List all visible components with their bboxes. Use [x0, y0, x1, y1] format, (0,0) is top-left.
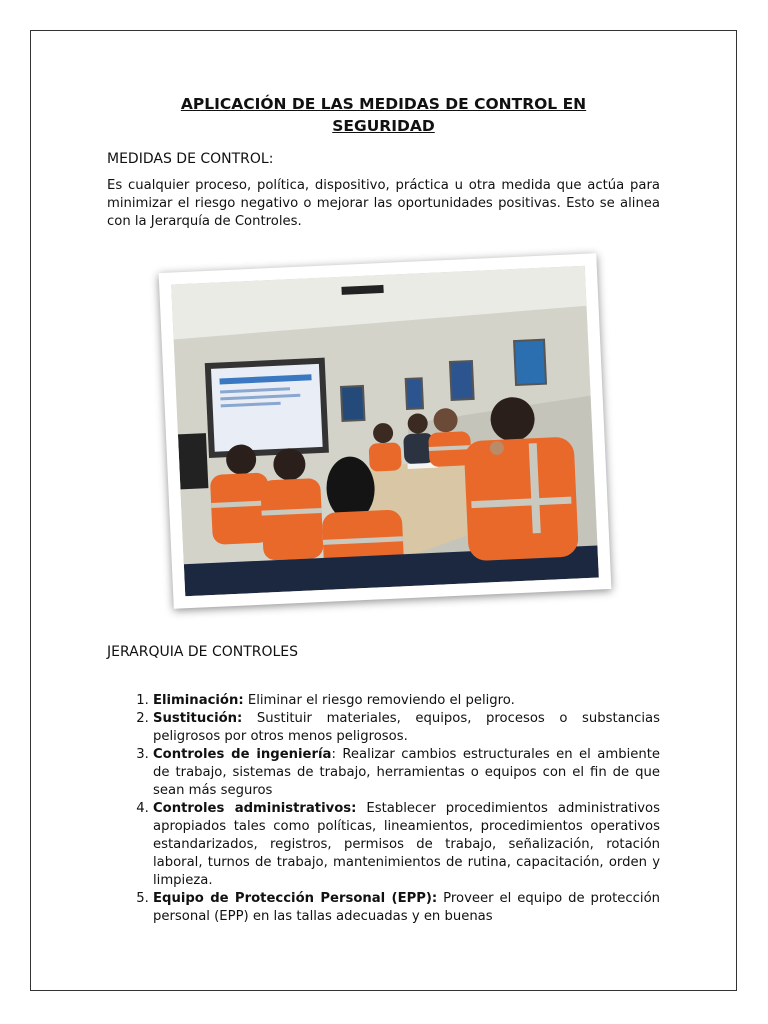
list-item-text: : Realizar cambios estructurales en el ambiente de trabajo, sistemas de trabajo, herramientas o equipos con el fin de que sean más seguros — [153, 747, 660, 798]
section-heading-medidas: MEDIDAS DE CONTROL: — [107, 151, 274, 167]
list-item-text: Establecer procedimientos administrativos apropiados tales como políticas, lineamientos, procedimientos operativos estandarizados, registros, permisos de trabajo, señalización, rotación laboral, turnos de trabajo, mantenimientos de rutina, capacitación, orden y limpieza. — [153, 801, 660, 888]
list-item-text: Proveer el equipo de protección personal (EPP) en las tallas adecuadas y en buenas — [153, 891, 660, 924]
list-item — [153, 692, 660, 710]
list-item — [153, 746, 660, 800]
list-item-term: Controles de ingeniería — [153, 747, 332, 762]
list-item-text: Eliminar el riesgo removiendo el peligro. — [243, 693, 515, 708]
list-item — [153, 890, 660, 926]
meeting-scene-illustration — [171, 266, 599, 596]
document-title — [107, 93, 660, 137]
list-item-term: Controles administrativos: — [153, 801, 357, 816]
list-item-term: Eliminación: — [153, 693, 244, 708]
list-item-term: Equipo de Protección Personal (EPP): — [153, 891, 438, 906]
list-item — [153, 800, 660, 890]
hierarchy-list — [107, 692, 660, 926]
title-line-1: APLICACIÓN DE LAS MEDIDAS DE CONTROL EN — [180, 95, 587, 113]
list-item — [153, 710, 660, 746]
section-body-medidas: Es cualquier proceso, política, dispositivo, práctica u otra medida que actúa para minimizar el riesgo negativo o mejorar las oportunidades positivas. Esto se alinea con la Jerarquía de Controles. — [107, 178, 660, 229]
title-line-2: SEGURIDAD — [332, 117, 435, 135]
document-content — [107, 93, 660, 231]
list-item-term: Sustitución: — [153, 711, 243, 726]
list-item-text: Sustituir materiales, equipos, procesos o substancias peligrosos por otros menos peligrosos. — [153, 711, 660, 744]
section-heading-jerarquia: JERARQUIA DE CONTROLES — [107, 644, 299, 660]
meeting-photo — [171, 266, 599, 596]
photo-frame — [159, 253, 612, 609]
document-page — [30, 30, 737, 991]
